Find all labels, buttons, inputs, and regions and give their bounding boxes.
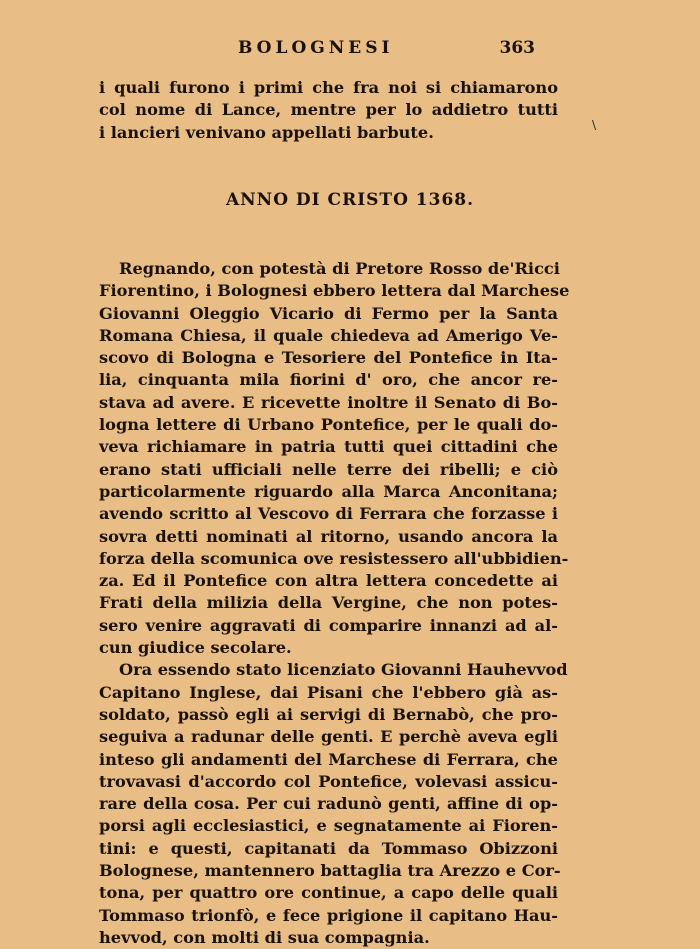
text-line: particolarmente riguardo alla Marca Anconitana; [99,481,558,501]
text-line: Ora essendo stato licenziato Giovanni Hauhevvod [119,660,568,680]
text-line: scovo di Bologna e Tesoriere del Pontefice in Ita- [99,348,558,368]
text-line: porsi agli ecclesiastici, e segnatamente ai Fioren- [99,816,558,836]
text-line: forza della scomunica ove resistessero all'ubbidien- [99,548,569,568]
text-line: hevvod, con molti di sua compagnia. [99,927,430,947]
text-line: za. Ed il Pontefice con altra lettera concedette ai [99,571,558,591]
body-text [99,258,570,949]
text-line: veva richiamare in patria tutti quei cittadini che [99,437,558,457]
stray-mark: \ [592,118,597,132]
text-line: cun giudice secolare. [99,638,292,658]
text-line: tini: e questi, capitanati da Tommaso Obizzoni [99,838,558,858]
text-line: tona, per quattro ore continue, a capo delle quali [99,883,558,903]
text-line: Fiorentino, i Bolognesi ebbero lettera dal Marchese [99,281,570,301]
text-line: avendo scritto al Vescovo di Ferrara che forzasse i [99,504,558,524]
text-line: rare della cosa. Per cui radunò genti, affine di op- [99,794,558,814]
text-line: lia, cinquanta mila fiorini d' oro, che ancor re- [99,370,558,390]
text-line: sovra detti nominati al ritorno, usando ancora la [99,526,558,546]
text-line: i quali furono i primi che fra noi si chiamarono [99,78,558,97]
running-head [90,38,535,62]
text-line: erano stati ufficiali nelle terre dei ribelli; e ciò [99,459,558,479]
text-line: Frati della milizia della Vergine, che non potes- [99,593,558,613]
intro-paragraph [99,77,558,144]
text-line: col nome di Lance, mentre per lo addietro tutti [99,100,558,120]
text-line: stava ad avere. E ricevette inoltre il Senato di Bo- [99,392,558,412]
text-line: trovavasi d'accordo col Pontefice, volevasi assicu- [99,771,558,791]
text-line: seguiva a radunar delle genti. E perchè aveva egli [99,727,558,747]
section-heading: ANNO DI CRISTO 1368. [225,190,475,210]
text-line: Capitano Inglese, dai Pisani che l'ebbero già as- [99,682,558,702]
text-line: soldato, passò egli ai servigi di Bernabò, che pro- [99,704,558,724]
text-line: inteso gli andamenti del Marchese di Ferrara, che [99,749,558,769]
text-line: logna lettere di Urbano Pontefice, per le quali do- [99,415,558,435]
text-line: Bolognese, mantennero battaglia tra Arezzo e Cor- [99,861,561,881]
running-title: BOLOGNESI [238,38,394,58]
text-line: Regnando, con potestà di Pretore Rosso de'Ricci [119,259,560,278]
text-line: Tommaso trionfò, e fece prigione il capitano Hau- [99,905,558,925]
page-number: 363 [499,38,535,58]
text-line: Romana Chiesa, il quale chiedeva ad Amerigo Ve- [99,325,558,345]
text-line: i lancieri venivano appellati barbute. [99,122,434,142]
text-line: Giovanni Oleggio Vicario di Fermo per la Santa [99,303,558,323]
text-line: sero venire aggravati di comparire innanzi ad al- [99,615,558,635]
